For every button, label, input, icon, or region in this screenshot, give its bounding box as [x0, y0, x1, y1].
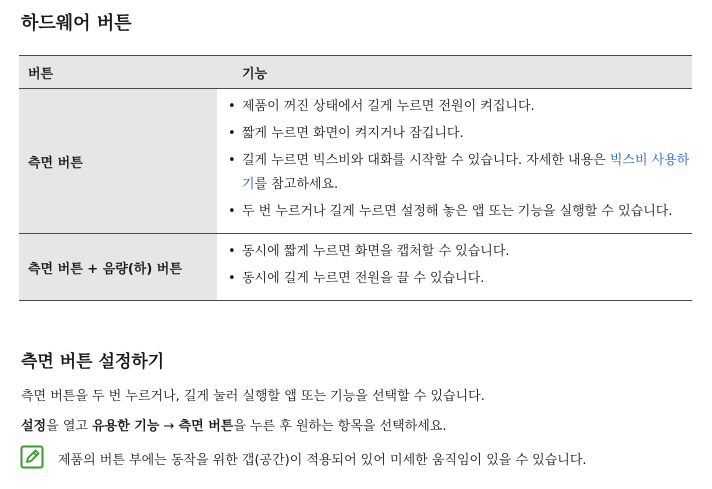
column-header-button: 버튼	[19, 56, 217, 89]
list-item	[217, 149, 692, 197]
list-item: • 동시에 길게 누르면 전원을 끌 수 있습니다.	[217, 267, 692, 291]
list-item-text: 길게 누르면 빅스비와 대화를 시작할 수 있습니다. 자세한 내용은	[242, 153, 610, 168]
useful-features-menu-name: 유용한 기능	[92, 419, 160, 434]
list-item: • 동시에 짧게 누르면 화면을 캡처할 수 있습니다.	[217, 240, 692, 264]
section-paragraph: 측면 버튼을 두 번 누르거나, 길게 눌러 실행할 앱 또는 기능을 선택할 수 있습니다.	[21, 389, 485, 404]
pencil-note-icon	[20, 445, 44, 469]
side-button-menu-name: 측면 버튼	[178, 419, 234, 434]
list-item: • 짧게 누르면 화면이 켜지거나 잠깁니다.	[217, 122, 692, 146]
settings-menu-name: 설정	[21, 419, 47, 434]
bixby-guide-link[interactable]: 빅스비 사용하기	[242, 153, 690, 192]
instruction-paragraph	[21, 415, 447, 434]
instruction-text: 을 열고	[46, 419, 93, 434]
row-label-side-button: 측면 버튼	[19, 89, 217, 234]
table-row	[19, 234, 692, 301]
hardware-button-table	[19, 55, 692, 301]
note-text: 제품의 버튼 부에는 동작을 위한 갭(공간)이 적용되어 있어 미세한 움직임이 있을 수 있습니다.	[58, 453, 587, 468]
list-item-text-after: 를 참고하세요.	[254, 177, 339, 192]
page-title: 하드웨어 버튼	[21, 13, 132, 34]
arrow-text: →	[159, 419, 179, 434]
list-item: • 두 번 누르거나 길게 누르면 설정해 놓은 앱 또는 기능을 실행할 수 있습니다.	[217, 200, 692, 224]
table-header-row	[19, 56, 692, 89]
section-title: 측면 버튼 설정하기	[21, 352, 165, 372]
row-label-side-volume-down: 측면 버튼 + 음량(하) 버튼	[19, 234, 217, 301]
column-header-function: 기능	[217, 56, 692, 89]
row-functions	[217, 234, 692, 301]
table-row	[19, 89, 692, 234]
instruction-text-end: 을 누른 후 원하는 항목을 선택하세요.	[233, 419, 447, 434]
row-functions	[217, 89, 692, 234]
list-item: • 제품이 꺼진 상태에서 길게 누르면 전원이 켜집니다.	[217, 95, 692, 119]
